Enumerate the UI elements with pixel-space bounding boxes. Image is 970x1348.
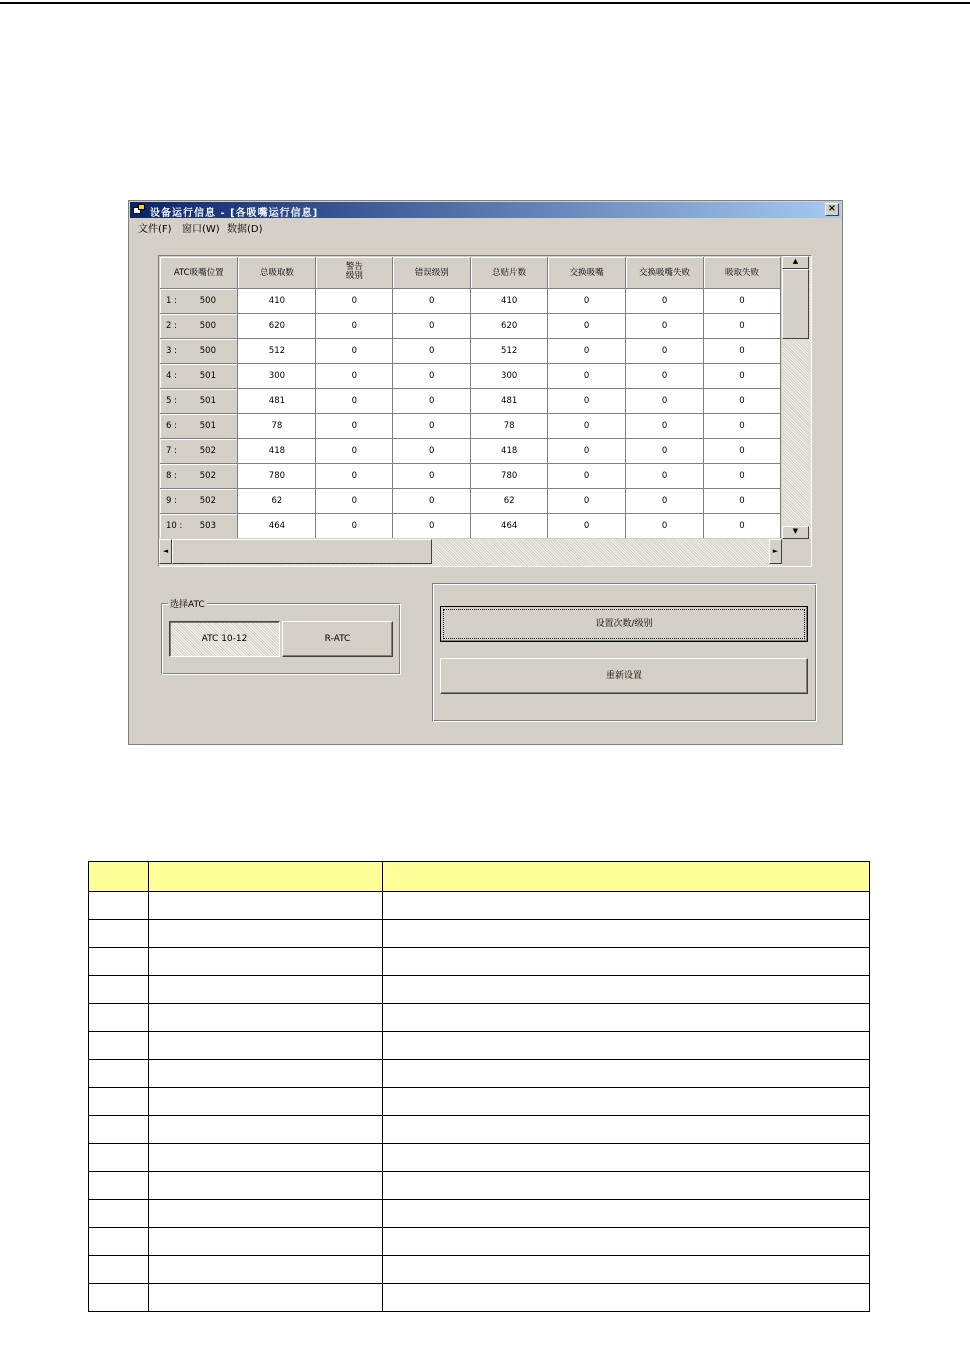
grid-cell[interactable]: 0 [393,463,471,488]
grid-row-header[interactable] [160,388,238,413]
document-table-cell [383,1004,870,1032]
grid-cell[interactable]: 780 [238,463,316,488]
actions-group [432,583,817,722]
grid-cell[interactable]: 464 [238,513,316,538]
grid-cell[interactable]: 0 [704,313,781,338]
window-title: 设备运行信息 - [各吸嘴运行信息] [150,208,319,219]
grid-row-header[interactable] [160,488,238,513]
document-table-row [89,1004,870,1032]
grid-cell[interactable]: 418 [471,438,548,463]
document-table-cell [149,976,383,1004]
document-table-row [89,1284,870,1312]
grid-cell[interactable]: 0 [548,513,626,538]
row-nozzle: 501 [199,370,216,381]
document-table-row [89,1228,870,1256]
document-table-row [89,1060,870,1088]
grid-row-header[interactable] [160,438,238,463]
grid-cell[interactable]: 0 [704,413,781,438]
document-table-cell [149,1004,383,1032]
grid-row[interactable] [160,488,781,513]
grid-row[interactable] [160,513,781,538]
document-table-cell [383,892,870,920]
document-table-row [89,1144,870,1172]
grid-row-header[interactable] [160,463,238,488]
document-table-cell [383,1032,870,1060]
document-table-cell [149,1144,383,1172]
document-table-cell [149,1284,383,1312]
grid-cell[interactable]: 62 [471,488,548,513]
document-table-cell [89,1228,149,1256]
grid-cell[interactable]: 512 [471,338,548,363]
document-table-cell [383,1200,870,1228]
document-table-row [89,920,870,948]
row-nozzle: 500 [199,345,216,356]
row-index: 5 : [166,395,177,406]
document-table-cell [383,1172,870,1200]
grid-cell[interactable]: 0 [393,438,471,463]
grid-row-header[interactable] [160,513,238,538]
grid-column-header[interactable]: 吸取失败 [704,257,781,288]
grid-cell[interactable]: 0 [393,288,471,313]
row-index: 7 : [166,445,177,456]
document-table-cell [383,948,870,976]
row-index: 9 : [166,495,177,506]
document-table-cell [383,1144,870,1172]
grid-row-header[interactable] [160,413,238,438]
row-nozzle: 503 [199,520,216,531]
grid-row[interactable] [160,313,781,338]
document-table-cell [383,976,870,1004]
grid-cell[interactable]: 0 [626,388,704,413]
grid-column-header[interactable]: 交换吸嘴失败 [626,257,704,288]
grid-cell[interactable]: 0 [548,388,626,413]
grid-cell[interactable]: 300 [471,363,548,388]
document-table-cell [149,892,383,920]
document-table-cell [149,1228,383,1256]
row-nozzle: 501 [199,420,216,431]
document-table-cell [149,1200,383,1228]
nozzle-table [160,257,781,538]
grid-cell[interactable]: 0 [626,363,704,388]
row-nozzle: 502 [199,445,216,456]
document-table-cell [383,1060,870,1088]
document-table-cell [383,1256,870,1284]
row-index: 2 : [166,320,177,331]
grid-cell[interactable]: 0 [393,513,471,538]
grid-cell[interactable]: 620 [238,313,316,338]
document-table-row [89,1256,870,1284]
grid-cell[interactable]: 0 [704,463,781,488]
app-icon [133,204,146,215]
scroll-up-icon[interactable]: ▲ [782,256,809,269]
grid-row[interactable] [160,388,781,413]
horizontal-scrollbar[interactable] [159,539,782,566]
grid-cell[interactable]: 0 [548,338,626,363]
grid-cell[interactable]: 620 [471,313,548,338]
grid-cell[interactable]: 0 [393,363,471,388]
grid-cell[interactable]: 0 [704,438,781,463]
grid-cell[interactable]: 0 [316,313,393,338]
document-table-cell [89,1172,149,1200]
close-icon[interactable]: × [825,203,839,216]
grid-cell[interactable]: 0 [548,463,626,488]
r-atc-button[interactable]: R-ATC [282,621,393,657]
document-table-cell [149,920,383,948]
document-table-cell [89,1116,149,1144]
document-table-cell [149,948,383,976]
grid-cell[interactable]: 0 [316,413,393,438]
document-table-row [89,948,870,976]
grid-cell[interactable]: 0 [316,438,393,463]
grid-cell[interactable]: 0 [704,488,781,513]
grid-cell[interactable]: 0 [316,463,393,488]
menu-file[interactable]: 文件(F) [138,224,172,235]
document-table-cell [149,1116,383,1144]
grid-cell[interactable]: 0 [704,363,781,388]
document-table-cell [89,1004,149,1032]
grid-cell[interactable]: 0 [626,413,704,438]
grid-column-header[interactable]: ATC吸嘴位置 [160,257,238,288]
menu-data[interactable]: 数据(D) [227,224,263,235]
grid-cell[interactable]: 0 [548,413,626,438]
document-table-row [89,1200,870,1228]
vertical-scrollbar[interactable] [782,256,811,539]
nozzle-grid[interactable] [158,255,812,567]
grid-cell[interactable]: 0 [393,338,471,363]
device-run-info-window [128,200,843,745]
document-table-row [89,1116,870,1144]
grid-row[interactable] [160,463,781,488]
select-atc-group [161,600,401,675]
grid-cell[interactable]: 0 [704,388,781,413]
scroll-down-icon[interactable]: ▼ [782,526,809,539]
grid-cell[interactable]: 300 [238,363,316,388]
document-table-cell [89,892,149,920]
atc-10-12-button[interactable]: ATC 10-12 [169,621,280,657]
grid-cell[interactable]: 0 [626,463,704,488]
document-table-row [89,1032,870,1060]
reset-button[interactable]: 重新设置 [440,658,808,694]
horizontal-scroll-thumb[interactable] [172,539,432,564]
row-nozzle: 501 [199,395,216,406]
grid-row[interactable] [160,413,781,438]
scroll-right-icon[interactable]: ► [769,539,782,564]
grid-cell[interactable]: 481 [471,388,548,413]
grid-cell[interactable]: 0 [316,288,393,313]
document-table-cell [149,862,383,892]
page-top-rule [0,2,970,4]
document-table-cell [149,1088,383,1116]
document-table-cell [149,1172,383,1200]
grid-cell[interactable]: 0 [393,388,471,413]
document-table-cell [383,1088,870,1116]
row-index: 6 : [166,420,177,431]
scrollbar-corner [782,539,811,566]
grid-cell[interactable]: 0 [548,488,626,513]
document-table-cell [149,1060,383,1088]
row-nozzle: 500 [199,320,216,331]
grid-cell[interactable]: 464 [471,513,548,538]
row-index: 1 : [166,295,177,306]
row-nozzle: 502 [199,495,216,506]
grid-cell[interactable]: 0 [626,338,704,363]
grid-row[interactable] [160,363,781,388]
document-table-cell [89,1144,149,1172]
document-table-header-row [89,862,870,892]
document-table-row [89,976,870,1004]
grid-cell[interactable]: 0 [704,513,781,538]
grid-cell[interactable]: 481 [238,388,316,413]
document-table-cell [89,1200,149,1228]
row-nozzle: 502 [199,470,216,481]
nozzle-grid-body [160,257,781,538]
grid-cell[interactable]: 0 [626,438,704,463]
row-index: 8 : [166,470,177,481]
select-atc-legend: 选择ATC [168,597,207,610]
document-table-cell [383,1284,870,1312]
grid-cell[interactable]: 0 [626,488,704,513]
grid-row[interactable] [160,338,781,363]
grid-cell[interactable]: 418 [238,438,316,463]
grid-column-header[interactable]: 总贴片数 [471,257,548,288]
document-table-cell [89,920,149,948]
document-table-cell [89,948,149,976]
menu-window[interactable]: 窗口(W) [182,224,220,235]
document-table-cell [383,920,870,948]
document-table-cell [89,1060,149,1088]
grid-cell[interactable]: 0 [316,338,393,363]
document-table-row [89,1172,870,1200]
set-count-level-button[interactable]: 设置次数/级别 [440,606,808,642]
grid-column-header[interactable]: 总吸取数 [238,257,316,288]
grid-cell[interactable]: 0 [548,438,626,463]
document-table-cell [383,862,870,892]
grid-cell[interactable]: 0 [704,338,781,363]
menu-bar [130,218,841,234]
grid-column-header[interactable]: 警告 级别 [316,257,393,288]
row-index: 3 : [166,345,177,356]
grid-cell[interactable]: 0 [548,363,626,388]
grid-row-header[interactable] [160,313,238,338]
title-bar[interactable] [130,202,841,218]
document-table-cell [89,1088,149,1116]
grid-cell[interactable]: 62 [238,488,316,513]
grid-cell[interactable]: 0 [548,313,626,338]
grid-cell[interactable]: 0 [626,513,704,538]
grid-column-header[interactable]: 交换吸嘴 [548,257,626,288]
grid-row-header[interactable] [160,363,238,388]
grid-cell[interactable]: 410 [471,288,548,313]
grid-cell[interactable]: 410 [238,288,316,313]
row-index: 4 : [166,370,177,381]
document-table-cell [149,1256,383,1284]
document-table-cell [383,1228,870,1256]
grid-cell[interactable]: 78 [471,413,548,438]
document-table-cell [89,1032,149,1060]
row-nozzle: 500 [199,295,216,306]
grid-row-header[interactable] [160,288,238,313]
grid-row-header[interactable] [160,338,238,363]
scroll-left-icon[interactable]: ◄ [159,539,172,564]
document-table [88,861,870,1312]
grid-cell[interactable]: 0 [393,413,471,438]
document-table-cell [89,1256,149,1284]
grid-cell[interactable]: 0 [316,363,393,388]
document-table-cell [89,862,149,892]
document-table-cell [89,1284,149,1312]
grid-cell[interactable]: 0 [316,488,393,513]
document-table-row [89,1088,870,1116]
grid-column-header[interactable]: 错误级别 [393,257,471,288]
document-table-cell [383,1116,870,1144]
grid-cell[interactable]: 78 [238,413,316,438]
document-table-cell [149,1032,383,1060]
document-table-row [89,892,870,920]
grid-cell[interactable]: 0 [626,288,704,313]
grid-cell[interactable]: 0 [393,488,471,513]
grid-cell[interactable]: 780 [471,463,548,488]
vertical-scroll-thumb[interactable] [782,269,809,339]
grid-cell[interactable]: 0 [316,513,393,538]
grid-cell[interactable]: 512 [238,338,316,363]
grid-cell[interactable]: 0 [316,388,393,413]
row-index: 10 : [166,520,183,531]
document-table-cell [89,976,149,1004]
grid-row[interactable] [160,288,781,313]
grid-cell[interactable]: 0 [704,288,781,313]
grid-row[interactable] [160,438,781,463]
grid-cell[interactable]: 0 [548,288,626,313]
grid-cell[interactable]: 0 [626,313,704,338]
grid-cell[interactable]: 0 [393,313,471,338]
